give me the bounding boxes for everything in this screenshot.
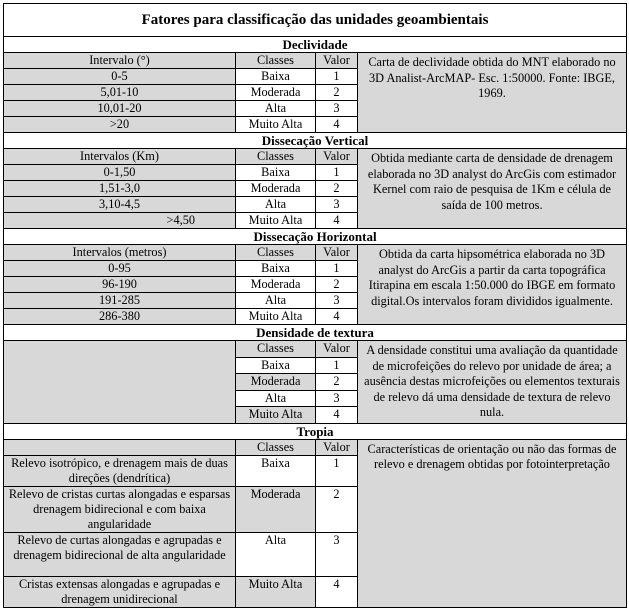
- column-header-valor: Valor: [316, 245, 358, 261]
- section-heading-densidade-textura: Densidade de textura: [4, 325, 627, 341]
- tropia-note: Características de orientação ou não das formas de relevo e drenagem obtidas por fotointerpretação: [358, 439, 627, 607]
- column-header-classes: Classes: [236, 341, 316, 358]
- interval-cell: 5,01-10: [4, 85, 236, 101]
- class-cell: Alta: [236, 197, 316, 213]
- section-heading-declividade: Declividade: [4, 37, 627, 53]
- interval-cell: 0-5: [4, 69, 236, 85]
- geoambiental-factors-table: [3, 3, 627, 608]
- value-cell: 1: [316, 261, 358, 277]
- column-header-classes: Classes: [236, 149, 316, 165]
- class-cell: Alta: [236, 293, 316, 309]
- description-cell: Relevo de curtas alongadas e agrupadas e drenagem bidirecional de alta angularidade: [4, 532, 236, 576]
- class-cell: Baixa: [236, 357, 316, 374]
- description-cell: Cristas extensas alongadas e agrupadas e drenagem unidirecional: [4, 576, 236, 607]
- column-header-classes: Classes: [236, 53, 316, 69]
- densidade-textura-note: A densidade constitui uma avaliação da quantidade de microfeições do relevo por unidade de área; a ausência destas microfeições ou elementos texturais de relevo dá uma densidade de textura de relevo nula.: [358, 341, 627, 424]
- column-header-classes: Classes: [236, 439, 316, 455]
- table-title: Fatores para classificação das unidades geoambientais: [4, 4, 627, 37]
- empty-interval-cell: [4, 341, 236, 424]
- section-heading-tropia: Tropia: [4, 423, 627, 439]
- dissecacao-horizontal-note: Obtida da carta hipsométrica elaborada no 3D analyst do ArcGis a partir da carta topográfica Itirapina em escala 1:50.000 do IBGE em formato digital.Os intervalos foram divididos igualmente.: [358, 245, 627, 325]
- value-cell: 1: [316, 357, 358, 374]
- class-cell: Moderada: [236, 486, 316, 532]
- value-cell: 1: [316, 165, 358, 181]
- value-cell: 3: [316, 197, 358, 213]
- class-cell: Baixa: [236, 455, 316, 486]
- column-header-valor: Valor: [316, 53, 358, 69]
- class-cell: Baixa: [236, 69, 316, 85]
- value-cell: 2: [316, 486, 358, 532]
- class-cell: Alta: [236, 101, 316, 117]
- value-cell: 2: [316, 277, 358, 293]
- dissecacao-vertical-note: Obtida mediante carta de densidade de drenagem elaborada no 3D analyst do ArcGis com estimador Kernel com raio de pesquisa de 1Km e célula de saída de 100 metros.: [358, 149, 627, 229]
- class-cell: Muito Alta: [236, 117, 316, 133]
- interval-cell: 191-285: [4, 293, 236, 309]
- class-cell: Moderada: [236, 277, 316, 293]
- value-cell: 1: [316, 69, 358, 85]
- column-header-interval: Intervalo (°): [4, 53, 236, 69]
- interval-cell: >20: [4, 117, 236, 133]
- description-cell: Relevo de cristas curtas alongadas e esparsas drenagem bidirecional e com baixa angularidade: [4, 486, 236, 532]
- value-cell: 3: [316, 390, 358, 407]
- interval-cell: >4,50: [4, 213, 236, 229]
- value-cell: 2: [316, 374, 358, 391]
- interval-cell: 0-95: [4, 261, 236, 277]
- class-cell: Baixa: [236, 165, 316, 181]
- section-heading-dissecacao-horizontal: Dissecação Horizontal: [4, 229, 627, 245]
- value-cell: 3: [316, 101, 358, 117]
- interval-cell: 1,51-3,0: [4, 181, 236, 197]
- value-cell: 4: [316, 213, 358, 229]
- value-cell: 3: [316, 532, 358, 576]
- interval-cell: 10,01-20: [4, 101, 236, 117]
- class-cell: Muito Alta: [236, 407, 316, 424]
- declividade-note: Carta de declividade obtida do MNT elaborado no 3D Analist-ArcMAP- Esc. 1:50000. Fonte: IBGE, 1969.: [358, 53, 627, 133]
- empty-interval-cell: [4, 439, 236, 455]
- interval-cell: 286-380: [4, 309, 236, 325]
- class-cell: Moderada: [236, 85, 316, 101]
- class-cell: Muito Alta: [236, 213, 316, 229]
- class-cell: Alta: [236, 390, 316, 407]
- value-cell: 3: [316, 293, 358, 309]
- section-heading-dissecacao-vertical: Dissecação Vertical: [4, 133, 627, 149]
- interval-cell: 0-1,50: [4, 165, 236, 181]
- class-cell: Moderada: [236, 181, 316, 197]
- column-header-interval: Intervalos (Km): [4, 149, 236, 165]
- description-cell: Relevo isotrópico, e drenagem mais de duas direções (dendrítica): [4, 455, 236, 486]
- value-cell: 2: [316, 85, 358, 101]
- class-cell: Baixa: [236, 261, 316, 277]
- value-cell: 4: [316, 407, 358, 424]
- value-cell: 1: [316, 455, 358, 486]
- value-cell: 4: [316, 117, 358, 133]
- column-header-valor: Valor: [316, 149, 358, 165]
- value-cell: 4: [316, 576, 358, 607]
- column-header-valor: Valor: [316, 341, 358, 358]
- interval-cell: 96-190: [4, 277, 236, 293]
- value-cell: 2: [316, 181, 358, 197]
- class-cell: Muito Alta: [236, 309, 316, 325]
- class-cell: Moderada: [236, 374, 316, 391]
- column-header-interval: Intervalos (metros): [4, 245, 236, 261]
- class-cell: Muito Alta: [236, 576, 316, 607]
- class-cell: Alta: [236, 532, 316, 576]
- column-header-classes: Classes: [236, 245, 316, 261]
- column-header-valor: Valor: [316, 439, 358, 455]
- value-cell: 4: [316, 309, 358, 325]
- interval-cell: 3,10-4,5: [4, 197, 236, 213]
